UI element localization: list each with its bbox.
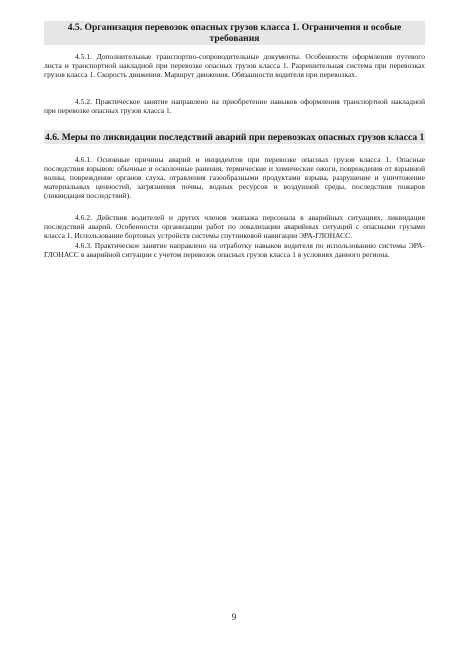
- section-4-5-heading: 4.5. Организация перевозок опасных грузов класса 1. Ограничения и особые требования: [44, 21, 425, 45]
- page-number: 9: [231, 612, 237, 622]
- paragraph-4-5-2: 4.5.2. Практическое занятие направлено на приобретение навыков оформления транспортной накладной при перевозке опасных грузов класса 1.: [44, 97, 425, 115]
- paragraph-4-6-1: 4.6.1. Основные причины аварий и инцидентов при перевозке опасных грузов класса 1. Опасные последствия взрывов: обычные и осколочные ранения, термические и химические ожоги, повреждения от взрывной волны, повреждение органов слуха, отравления газообразными продуктами взрыва, разрушение и уничтожение материальных ценностей, загрязнения почвы, водных ресурсов и воздушной среды, последствия пожаров (ликвидация последствий).: [44, 155, 425, 200]
- paragraph-4-5-1: 4.5.1. Дополнительные транспортно-сопроводительные документы. Особенности оформления путевого листа и транспортной накладной при перевозке опасных грузов класса 1. Разрешительная система при перевозках грузов класса 1. Скорость движения. Маршрут движения. Обязанности водителя при перевозках.: [44, 52, 425, 79]
- section-4-6-heading: 4.6. Меры по ликвидации последствий аварий при перевозках опасных грузов класса 1: [45, 131, 425, 143]
- paragraph-4-6-3: 4.6.3. Практическое занятие направлено на отработку навыков водителя по использованию системы ЭРА-ГЛОНАСС в аварийной ситуации с учетом перевозок опасных грузов класса 1 в условиях данного региона.: [44, 241, 425, 259]
- paragraph-4-6-2: 4.6.2. Действия водителей и других членов экипажа персонала в аварийных ситуациях, ликвидация последствий аварий. Особенности организации работ по локализации аварийных ситуаций с опасными грузами класса 1. Использование бортовых устройств системы спутниковой навигации ЭРА-ГЛОНАСС.: [44, 213, 425, 240]
